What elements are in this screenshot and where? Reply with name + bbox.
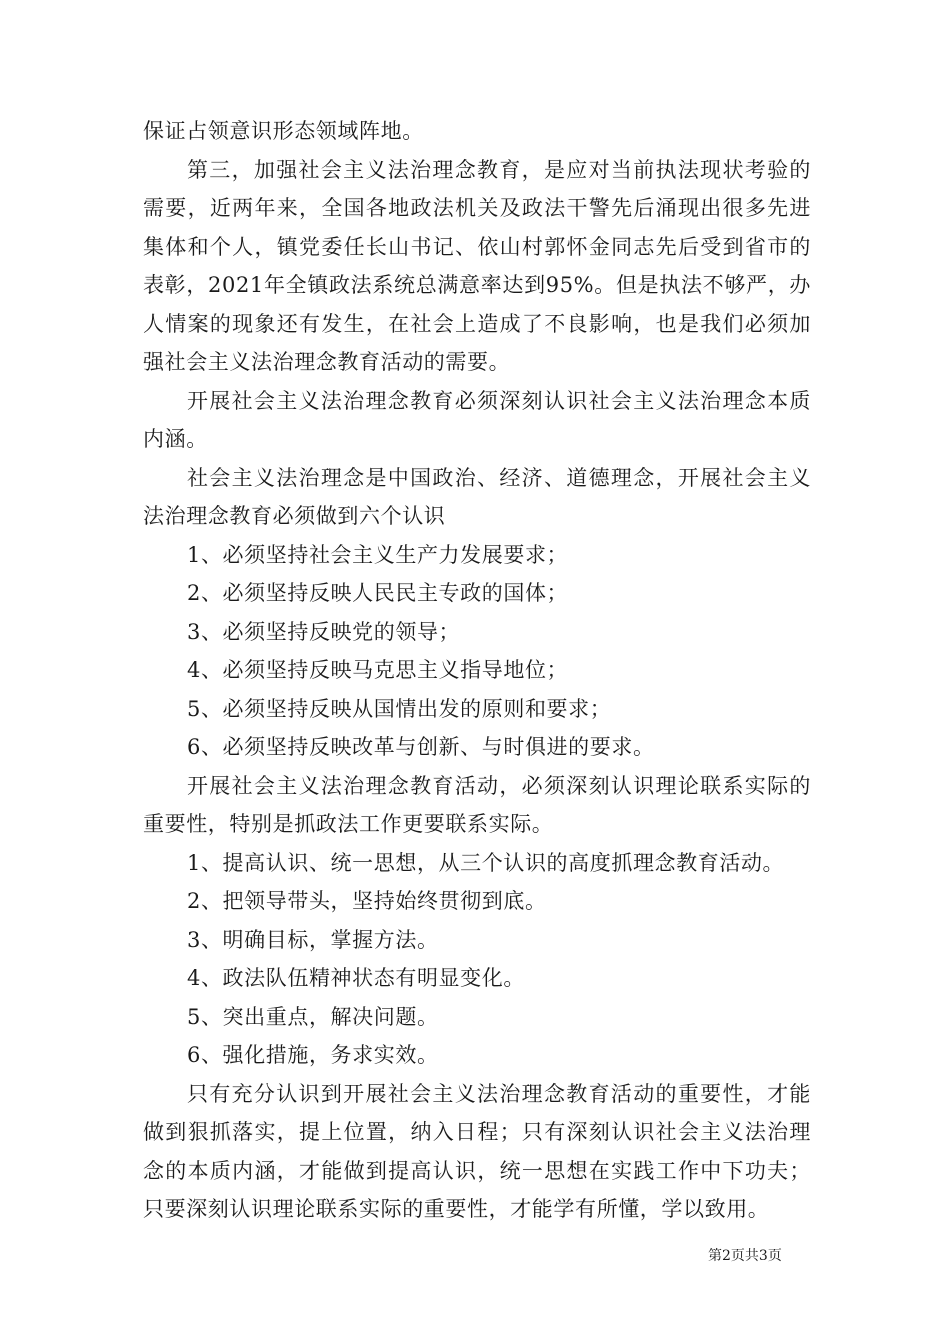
list-item: 6、必须坚持反映改革与创新、与时俱进的要求。 <box>187 735 655 759</box>
page-number: 第2页共3页 <box>708 1248 782 1264</box>
list-item: 2、必须坚持反映人民民主专政的国体； <box>187 581 569 605</box>
paragraph: 第三，加强社会主义法治理念教育，是应对当前执法现状考验的需要，近两年来，全国各地政法机关及政法干警先后涌现出很多先进集体和个人，镇党委任长山书记、依山村郭怀金同志先后受到省市的表彰，2021年全镇政法系统总满意率达到95%。但是执法不够严，办人情案的现象还有发生，在社会上造成了不良影响，也是我们必须加强社会主义法治理念教育活动的需要。 <box>143 157 811 374</box>
paragraph: 社会主义法治理念是中国政治、经济、道德理念，开展社会主义法治理念教育必须做到六个认识 <box>143 465 811 528</box>
list-item: 2、把领导带头，坚持始终贯彻到底。 <box>187 889 547 913</box>
list-item: 3、明确目标，掌握方法。 <box>187 927 439 952</box>
list-item: 1、提高认识、统一思想，从三个认识的高度抓理念教育活动。 <box>187 850 785 875</box>
list-item: 6、强化措施，务求实效。 <box>187 1043 439 1067</box>
paragraph: 开展社会主义法治理念教育活动，必须深刻认识理论联系实际的重要性，特别是抓政法工作更要联系实际。 <box>143 773 811 836</box>
list-item: 5、必须坚持反映从国情出发的原则和要求； <box>187 696 612 721</box>
list-item: 5、突出重点，解决问题。 <box>187 1004 439 1029</box>
list-item: 4、必须坚持反映马克思主义指导地位； <box>187 658 569 682</box>
list-item: 4、政法队伍精神状态有明显变化。 <box>187 966 525 990</box>
paragraph: 保证占领意识形态领域阵地。 <box>143 119 424 143</box>
paragraph: 只有充分认识到开展社会主义法治理念教育活动的重要性，才能做到狠抓落实，提上位置，纳入日程；只有深刻认识社会主义法治理念的本质内涵，才能做到提高认识，统一思想在实践工作中下功夫；只要深刻认识理论联系实际的重要性，才能学有所懂，学以致用。 <box>143 1081 811 1221</box>
paragraph: 开展社会主义法治理念教育必须深刻认识社会主义法治理念本质内涵。 <box>143 388 811 451</box>
document-body <box>143 112 811 1229</box>
list-item: 1、必须坚持社会主义生产力发展要求； <box>187 542 569 567</box>
list-item: 3、必须坚持反映党的领导； <box>187 619 461 644</box>
